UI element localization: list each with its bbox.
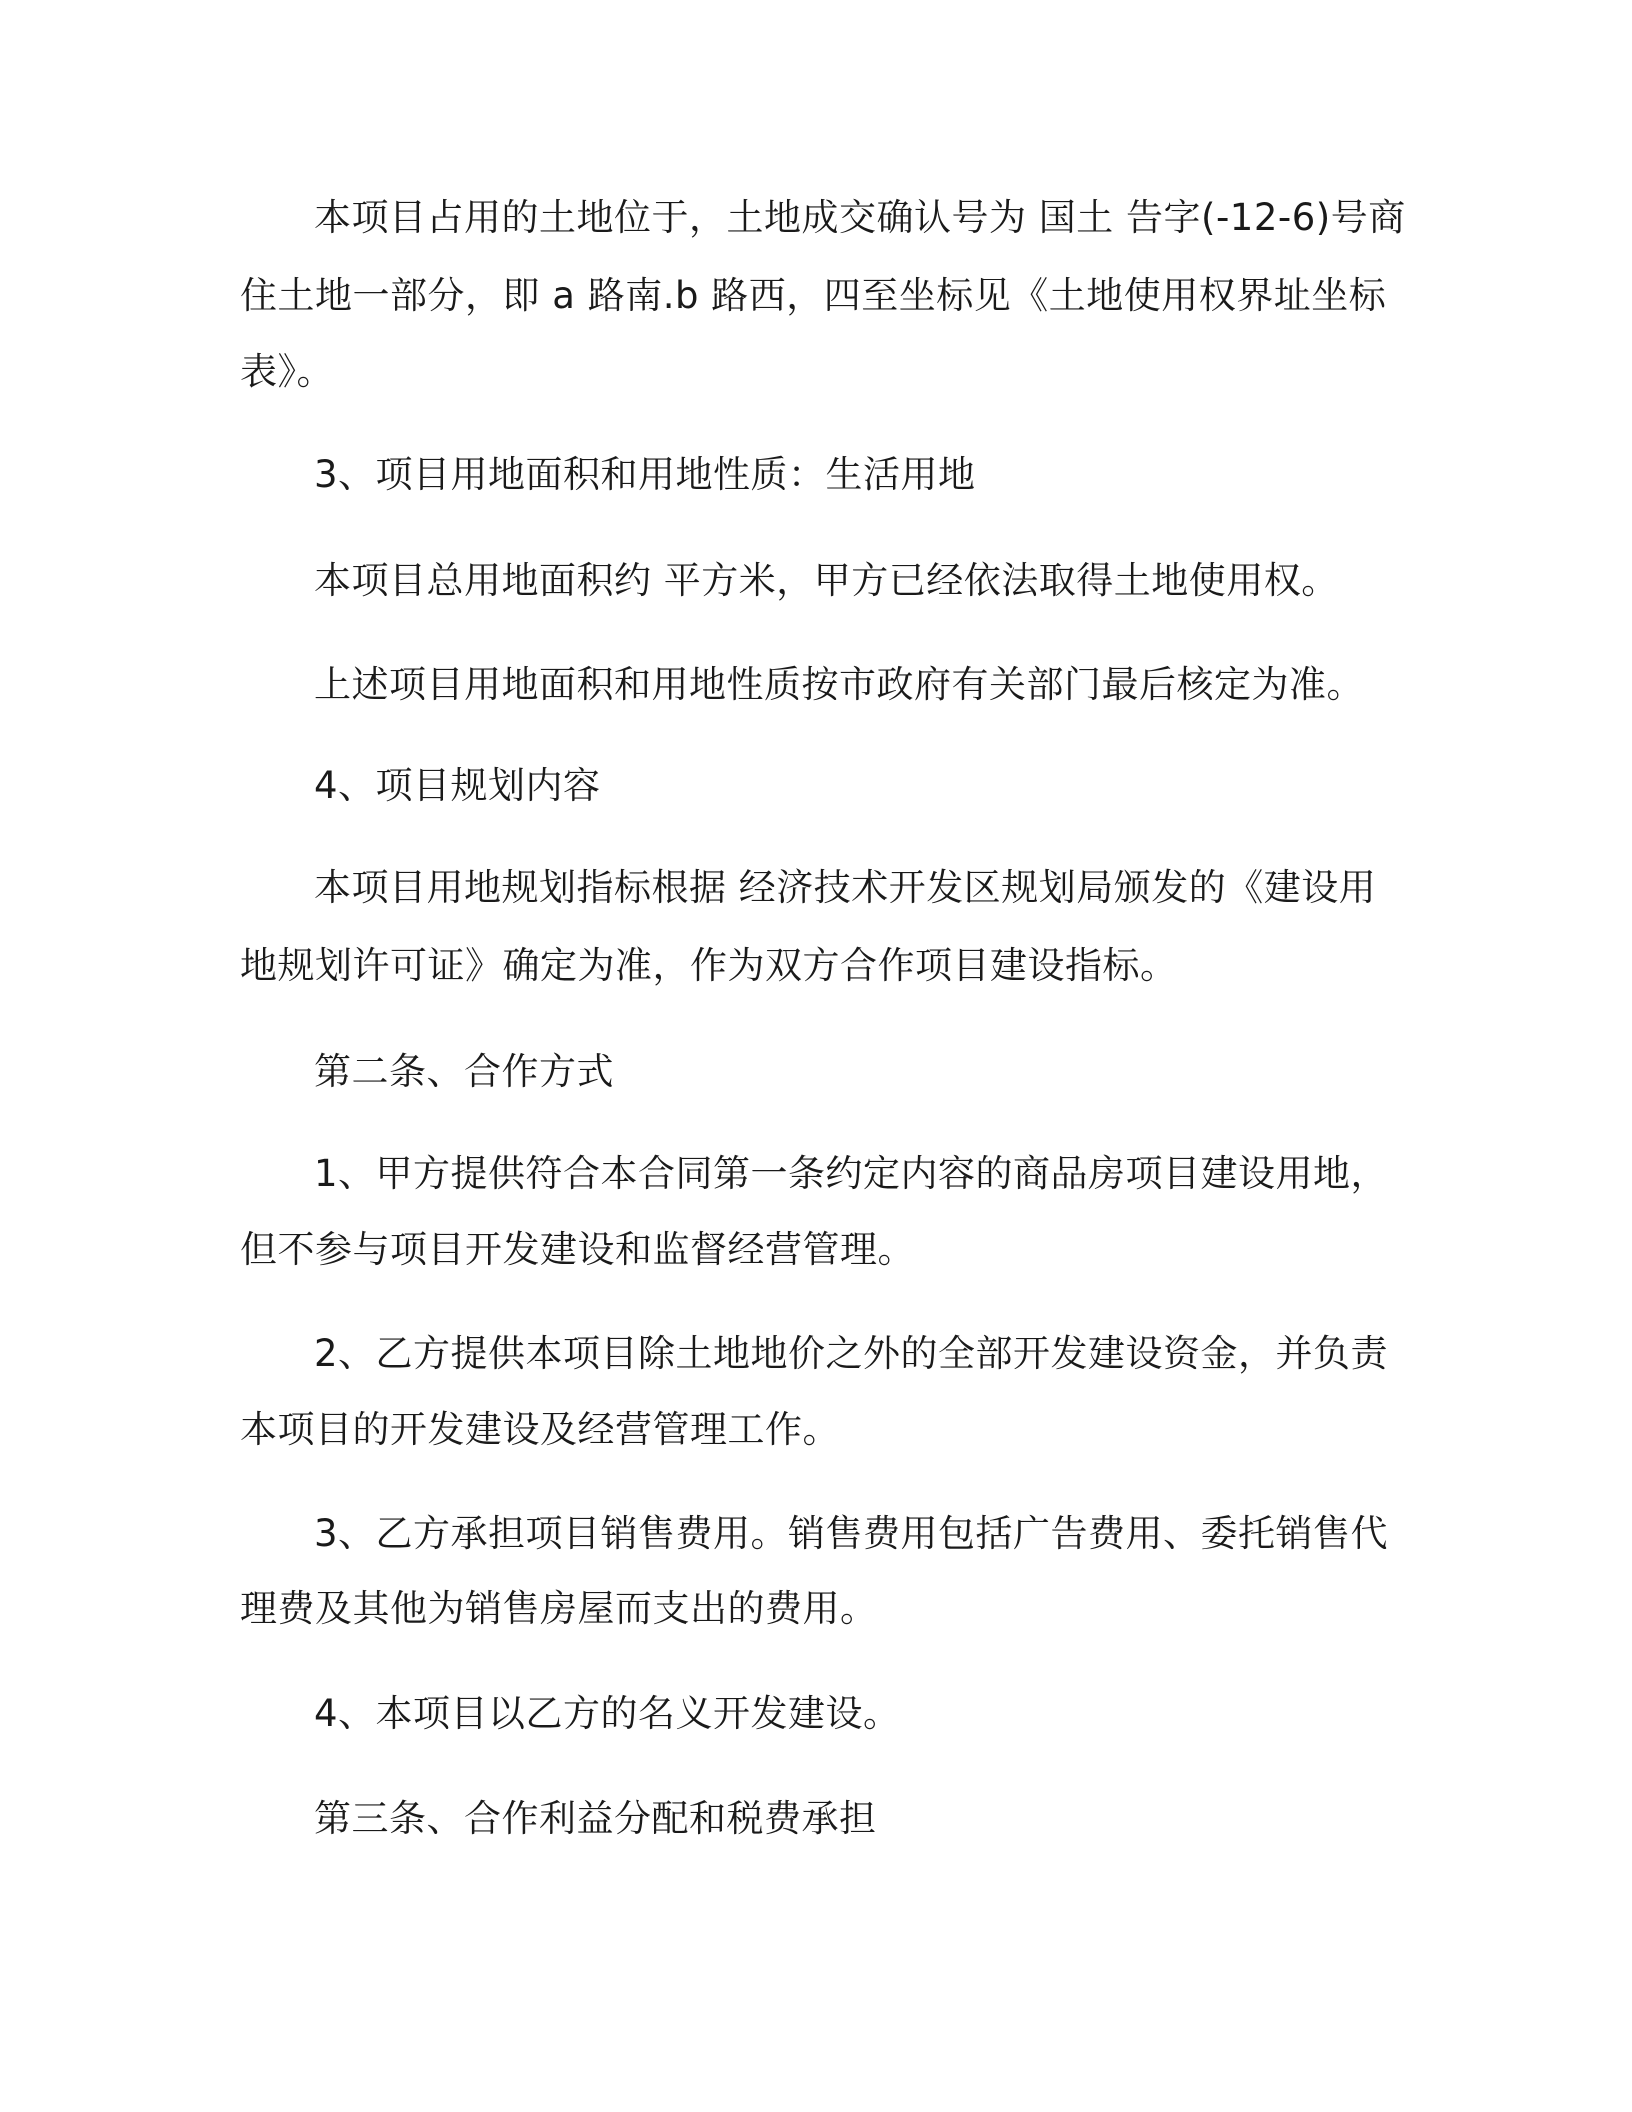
paragraph-planning-indicators-line-1: 本项目用地规划指标根据 经济技术开发区规划局颁发的《建设用 xyxy=(314,866,1377,909)
paragraph-coop-2-line-2: 本项目的开发建设及经营管理工作。 xyxy=(240,1408,840,1451)
paragraph-coop-3-line-2: 理费及其他为销售房屋而支出的费用。 xyxy=(240,1587,878,1630)
paragraph-land-location-line-3: 表》。 xyxy=(240,350,334,393)
paragraph-planning-indicators-line-2: 地规划许可证》确定为准，作为双方合作项目建设指标。 xyxy=(240,944,1178,987)
item-3-heading: 3、项目用地面积和用地性质：生活用地 xyxy=(314,453,976,496)
article-2-heading: 第二条、合作方式 xyxy=(314,1050,614,1093)
paragraph-land-location-line-1: 本项目占用的土地位于，土地成交确认号为 国土 告字(-12-6)号商 xyxy=(314,196,1406,239)
paragraph-total-area: 本项目总用地面积约 平方米，甲方已经依法取得土地使用权。 xyxy=(314,559,1339,602)
paragraph-land-location-line-2: 住土地一部分，即 a 路南.b 路西，四至坐标见《土地使用权界址坐标 xyxy=(240,274,1387,317)
article-3-heading: 第三条、合作利益分配和税费承担 xyxy=(314,1797,877,1840)
paragraph-coop-2-line-1: 2、乙方提供本项目除土地地价之外的全部开发建设资金，并负责 xyxy=(314,1332,1389,1375)
paragraph-coop-4: 4、本项目以乙方的名义开发建设。 xyxy=(314,1692,901,1735)
paragraph-coop-1-line-2: 但不参与项目开发建设和监督经营管理。 xyxy=(240,1228,915,1271)
item-4-heading: 4、项目规划内容 xyxy=(314,764,601,807)
paragraph-coop-1-line-1: 1、甲方提供符合本合同第一条约定内容的商品房项目建设用地， xyxy=(314,1152,1389,1195)
paragraph-area-verification: 上述项目用地面积和用地性质按市政府有关部门最后核定为准。 xyxy=(314,663,1364,706)
paragraph-coop-3-line-1: 3、乙方承担项目销售费用。销售费用包括广告费用、委托销售代 xyxy=(314,1512,1389,1555)
